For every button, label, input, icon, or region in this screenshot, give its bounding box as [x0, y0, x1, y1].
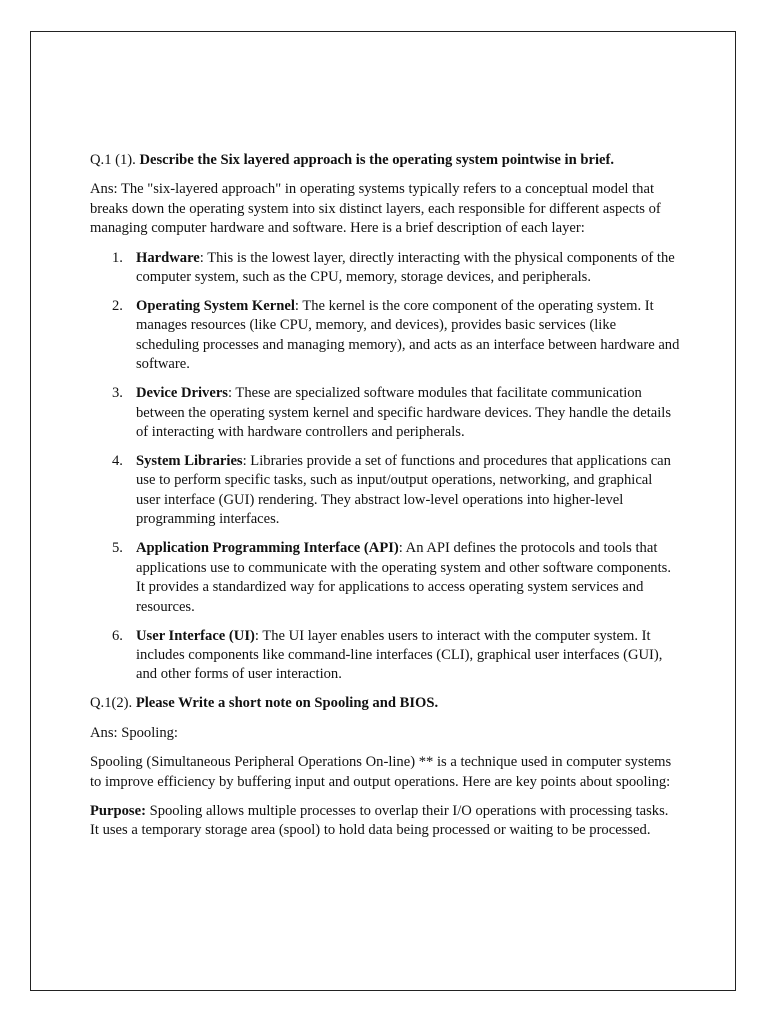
list-item-text: : These are specialized software modules that facilitate communication between the operating system kernel and specific hardware devices. They handle the details of interacting with hardware controllers and peripherals. — [136, 385, 672, 441]
list-item-number: 1. — [112, 249, 123, 266]
list-item-number: 6. — [112, 627, 123, 644]
question-1-1-text: Describe the Six layered approach is the operating system pointwise in brief. — [139, 152, 614, 168]
list-item — [90, 627, 680, 685]
list-item-number: 3. — [112, 385, 123, 402]
list-item-text: : This is the lowest layer, directly interacting with the physical components of the computer system, such as the CPU, memory, storage devices, and peripherals. — [136, 249, 675, 286]
list-item — [90, 539, 680, 617]
list-item — [90, 297, 680, 375]
list-item-text: : The kernel is the core component of the operating system. It manages resources (like CPU, memory, and devices), provides basic services (like scheduling processes and managing memory), and acts as an interface between hardware and software. — [136, 298, 680, 373]
list-item-title: Device Drivers — [136, 385, 228, 402]
list-item-title: User Interface (UI) — [136, 627, 255, 644]
list-item — [90, 249, 680, 288]
list-item-number: 2. — [112, 298, 123, 315]
list-item-title: Application Programming Interface (API) — [136, 540, 399, 557]
question-1-1 — [90, 151, 680, 170]
list-item-title: System Libraries — [136, 453, 243, 470]
list-item — [90, 452, 680, 530]
list-item-number: 5. — [112, 540, 123, 557]
list-item-text: : An API defines the protocols and tools that applications use to communicate with the operating system and other software components. It provides a standardized way for applications to access operating system services and resources. — [136, 540, 671, 615]
document-body — [90, 151, 680, 851]
spooling-purpose — [90, 802, 680, 841]
purpose-text: Spooling allows multiple processes to overlap their I/O operations with processing tasks. It uses a temporary storage area (spool) to hold data being processed or waiting to be processed. — [90, 802, 669, 839]
answer-1-2-label: Ans: Spooling: — [90, 724, 178, 741]
question-1-2-prefix: Q.1(2). — [90, 695, 136, 712]
question-1-2-text: Please Write a short note on Spooling and BIOS. — [135, 695, 439, 712]
question-1-2 — [90, 694, 680, 713]
list-item-number: 4. — [112, 453, 123, 470]
list-item-title: Operating System Kernel — [136, 298, 295, 315]
list-item-text: : Libraries provide a set of functions and procedures that applications can use to perform specific tasks, such as input/output operations, networking, and graphical user interface (GUI) rendering. They abstract low-level operations into higher-level programming interfaces. — [136, 453, 671, 528]
question-1-1-prefix: Q.1 (1). — [90, 152, 140, 168]
layers-list — [90, 249, 680, 685]
purpose-label: Purpose: — [90, 802, 146, 819]
list-item — [90, 384, 680, 442]
spooling-intro: Spooling (Simultaneous Peripheral Operations On-line) ** is a technique used in computer systems to improve efficiency by buffering input and output operations. Here are key points about spooling: — [90, 754, 672, 790]
answer-1-1-intro: Ans: The "six-layered approach" in operating systems typically refers to a conceptual model that breaks down the operating system into six distinct layers, each responsible for different aspects of managing computer hardware and software. Here is a brief description of each layer: — [90, 181, 661, 237]
list-item-text: : The UI layer enables users to interact with the computer system. It includes components like command-line interfaces (CLI), graphical user interfaces (GUI), and other forms of user interaction. — [136, 627, 663, 683]
list-item-title: Hardware — [136, 249, 200, 266]
